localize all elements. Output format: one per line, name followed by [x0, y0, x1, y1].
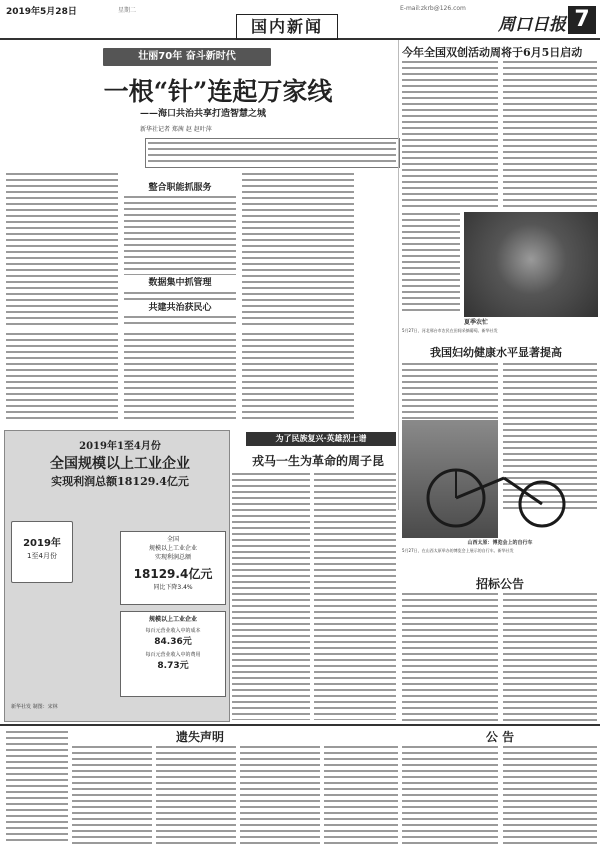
lost-notice-col-1 [72, 745, 152, 845]
feature-col-1 [232, 472, 310, 720]
notices-divider [0, 724, 600, 726]
ad-badge-year: 2019年 [23, 538, 61, 549]
feature-col-2 [314, 472, 396, 720]
lead-intro-box [145, 138, 400, 168]
page-number: 7 [568, 6, 596, 34]
theme-banner: 壮丽70年 奋斗新时代 [103, 48, 271, 66]
lead-subhead-2: 数据集中抓管理 [124, 275, 236, 288]
lost-notice-col-3 [240, 745, 320, 845]
lead-intro [148, 141, 396, 165]
ad-badge [11, 521, 73, 583]
right-top-col-3 [402, 212, 460, 312]
lead-col-4 [6, 332, 118, 422]
lead-byline: 新华社记者 郑茜 赵 赵叶萍 [140, 126, 212, 133]
header-email: E-mail:zkrb@126.com [400, 5, 466, 12]
notice-col-left [6, 730, 68, 845]
farm-photo [464, 212, 598, 317]
lost-notice-col-4 [324, 745, 398, 845]
farm-photo-title: 夏季农忙 [464, 319, 489, 326]
tender-notice-title: 招标公告 [475, 577, 524, 591]
ad-panel1-value: 18129.4亿元 [133, 567, 213, 581]
announce-col-1 [402, 745, 498, 845]
lead-subhead-1: 整合职能抓服务 [148, 183, 212, 193]
profit-infographic [4, 430, 230, 722]
header-weekday: 星期二 [118, 7, 137, 14]
tender-col-2 [503, 592, 597, 722]
ad-panel2-item1: 每百元营业收入中的成本 [145, 628, 201, 634]
ad-line-2: 全国规模以上工业企业 [50, 456, 190, 472]
lead-col-5 [124, 332, 236, 422]
lead-col-1 [6, 172, 118, 327]
ad-panel2-item2: 每百元营业收入中的费用 [145, 652, 201, 658]
ad-panel-profit [120, 531, 226, 605]
ad-badge-period: 1至4月份 [27, 552, 57, 560]
farm-photo-credit: 5月27日，河北邢台市农民在田间采摘葡萄。新华社发 [402, 328, 498, 333]
ad-panel2-value1: 84.36元 [154, 637, 192, 647]
bicycle-photo [424, 448, 574, 528]
right-top-col-2 [503, 60, 597, 208]
right-mid-headline: 我国妇幼健康水平显著提高 [430, 346, 562, 359]
ad-credit: 新华社发 制图：宋林 [11, 704, 58, 710]
ad-line-1: 2019年1至4月份 [79, 441, 161, 452]
tender-col-1 [402, 592, 498, 722]
lost-notice-col-2 [156, 745, 236, 845]
feature-headline: 戎马一生为革命的周子昆 [251, 454, 384, 468]
lead-col-6 [242, 332, 354, 422]
ad-panel-cost [120, 611, 226, 697]
bicycle-photo-title: 山西太原：博览会上的自行车 [467, 540, 533, 546]
feature-banner: 为了民族复兴·英雄烈士谱 [246, 432, 396, 446]
announce-col-2 [503, 745, 597, 845]
section-title: 国内新闻 [236, 14, 338, 40]
ad-panel2-value2: 8.73元 [157, 661, 189, 671]
ad-panel1-line2: 实现利润总额 [154, 554, 191, 561]
announce-title: 公 告 [485, 730, 515, 744]
ad-line-3: 实现利润总额18129.4亿元 [51, 475, 189, 488]
ad-panel2-title: 规模以上工业企业 [148, 616, 197, 623]
column-divider [398, 40, 399, 510]
page-header [0, 0, 600, 40]
ad-panel1-line1: 规模以上工业企业 [148, 545, 197, 552]
lead-headline: 一根“针”连起万家线 [103, 77, 333, 106]
issue-date: 2019年5月28日 [6, 7, 77, 17]
newspaper-logo: 周口日报 [498, 15, 566, 35]
right-top-col-1 [402, 60, 498, 208]
lead-col-3 [242, 172, 354, 327]
bicycle-photo-credit: 5月27日，在山西太原举办的博览会上展示的自行车。新华社发 [402, 548, 514, 553]
ad-panel1-delta: 同比下降3.4% [153, 584, 193, 591]
right-top-headline: 今年全国双创活动周将于6月5日启动 [402, 46, 583, 59]
lead-subhead-3: 共建共治获民心 [124, 300, 236, 313]
lost-notice-title: 遗失声明 [175, 730, 224, 744]
ad-panel1-title: 全国 [166, 536, 179, 543]
lead-subtitle: ——海口共治共享打造智慧之城 [140, 109, 267, 119]
